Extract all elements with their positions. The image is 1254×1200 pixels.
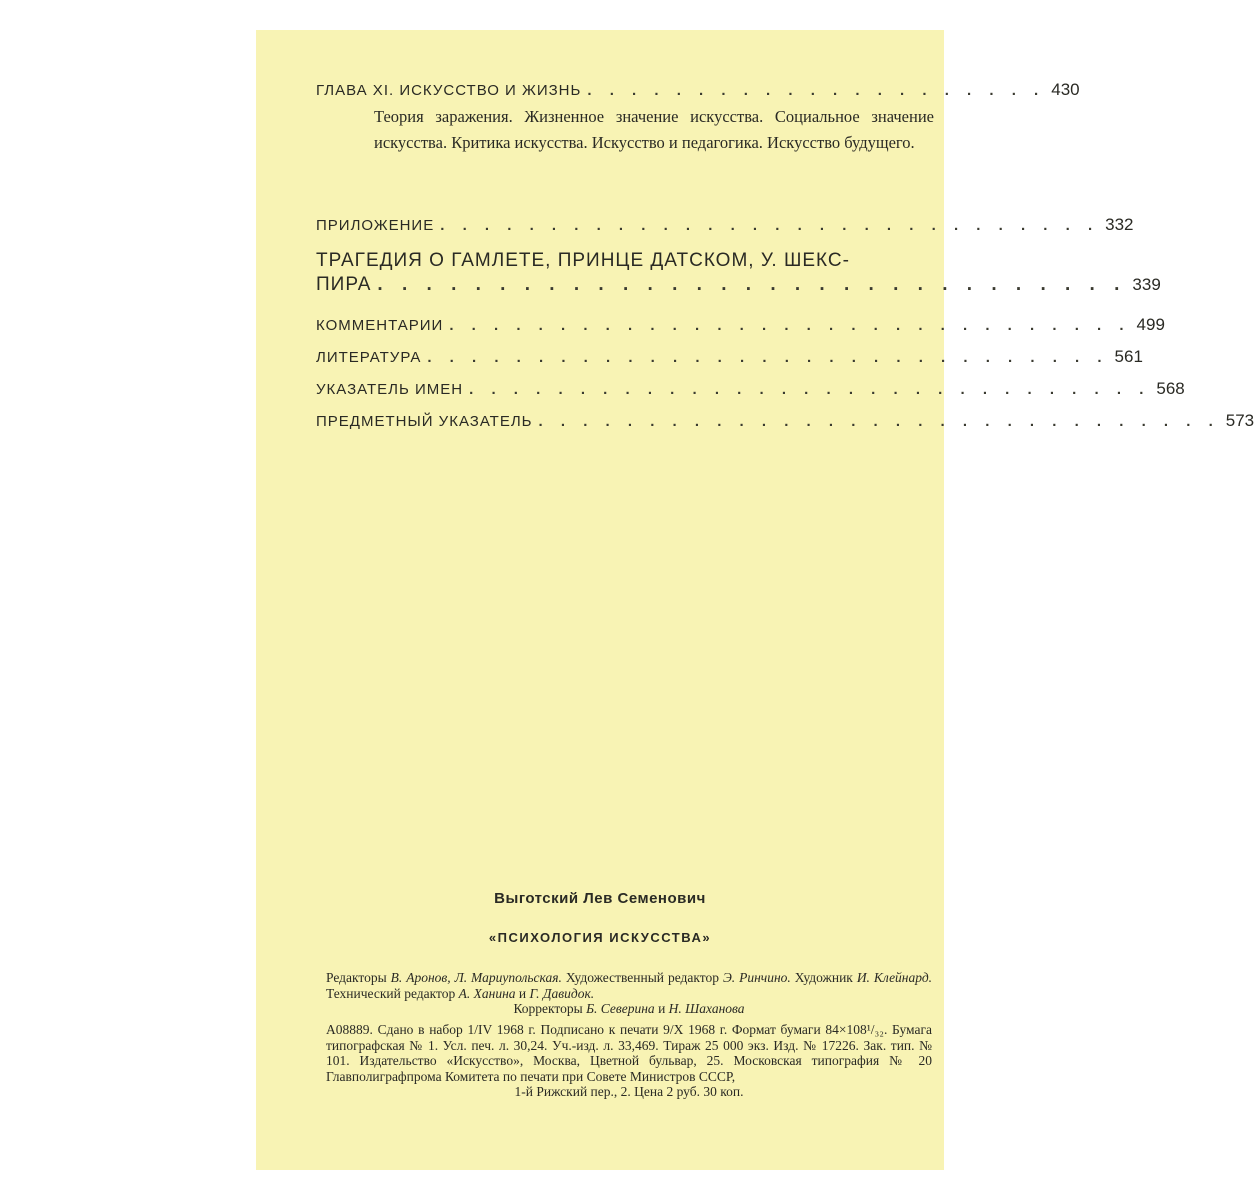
toc-page: 568 (1156, 379, 1185, 398)
toc-title: ТРАГЕДИЯ О ГАМЛЕТЕ, ПРИНЦЕ ДАТСКОМ, У. ШЕКС- (316, 250, 850, 271)
tech-editor-name: А. Ханина (458, 985, 516, 1001)
editors-label: Редакторы (326, 970, 387, 985)
leader-dots: . . . . . . . . . . . . . . . . . . . . . . . . . . . . . . . (377, 274, 1127, 295)
toc-title: ГЛАВА XI. ИСКУССТВО И ЖИЗНЬ (316, 82, 582, 99)
tech-editor-label: Технический редактор (326, 985, 456, 1001)
correctors-label: Корректоры (513, 1001, 583, 1016)
toc-page: 499 (1136, 315, 1165, 334)
conjunction: и (658, 1001, 666, 1016)
toc-page: 339 (1132, 275, 1161, 294)
toc-page: 561 (1114, 347, 1143, 366)
toc-entry-comments (316, 315, 1165, 335)
author-name: Выготский Лев Семенович (494, 890, 706, 907)
toc-title: ЛИТЕРАТУРА (316, 349, 422, 366)
chapter-description: Теория заражения. Жизненное значение искусства. Социальное значение искусства. Критика искусства. Искусство и педагогика. Искусство будущего. (374, 107, 934, 152)
art-editor-name: Э. Ринчино. (722, 970, 791, 985)
editors-names: В. Аронов, Л. Мариупольская. (390, 970, 562, 985)
artist-name: И. Клейнард. (856, 970, 933, 985)
toc-page: 573 (1225, 411, 1254, 430)
leader-dots: . . . . . . . . . . . . . . . . . . . . . (587, 82, 1046, 99)
correctors-line (326, 1001, 932, 1017)
leader-dots: . . . . . . . . . . . . . . . . . . . . . . . . . . . . . . . (427, 349, 1109, 366)
toc-entry-subject-index (316, 411, 1254, 431)
toc-entry-appendix (316, 215, 1134, 235)
conjunction: и (518, 985, 527, 1001)
print-info-block (326, 1022, 932, 1100)
toc-title: ПРИЛОЖЕНИЕ (316, 217, 435, 234)
corrector-2: Н. Шаханова (668, 1001, 745, 1016)
credits-block (326, 970, 932, 1017)
book-title: «ПСИХОЛОГИЯ ИСКУССТВА» (488, 930, 712, 945)
toc-entry-hamlet-line1 (316, 250, 926, 272)
toc-title: УКАЗАТЕЛЬ ИМЕН (316, 381, 464, 398)
print-info-last-line: 1-й Рижский пер., 2. Цена 2 руб. 30 коп. (514, 1084, 744, 1099)
toc-page: 332 (1105, 215, 1134, 234)
toc-entry-hamlet-line2 (316, 274, 1161, 296)
artist-label: Художник (794, 970, 853, 985)
toc-title: ПИРА (316, 274, 372, 295)
leader-dots: . . . . . . . . . . . . . . . . . . . . . . . . . . . . . . . (538, 413, 1220, 430)
leader-dots: . . . . . . . . . . . . . . . . . . . . . . . . . . . . . . (440, 217, 1100, 234)
toc-entry-names-index (316, 379, 1185, 399)
print-info-text: А08889. Сдано в набор 1/IV 1968 г. Подписано к печати 9/X 1968 г. Формат бумаги 84×108¹/₃₂. Бумага типографская № 1. Усл. печ. л. 30,24. Уч.-изд. л. 33,469. Тираж 25 000 экз. Изд. № 17226. Зак. тип. № 101. Издательство «Искусство», Москва, Цветной бульвар, 25. Московская типография № 20 Главполиграфпрома Комитета по печати при Совете Министров СССР, (326, 1022, 932, 1084)
leader-dots: . . . . . . . . . . . . . . . . . . . . . . . . . . . . . . . (449, 317, 1131, 334)
toc-entry-literature (316, 347, 1143, 367)
toc-page: 430 (1051, 80, 1080, 99)
toc-entry-chapter-11 (316, 80, 1080, 100)
toc-title: ПРЕДМЕТНЫЙ УКАЗАТЕЛЬ (316, 413, 533, 430)
book-page (256, 30, 1254, 1170)
leader-dots: . . . . . . . . . . . . . . . . . . . . . . . . . . . . . . . (469, 381, 1151, 398)
toc-title: КОММЕНТАРИИ (316, 317, 444, 334)
tech-editor-name-2: Г. Давидок. (529, 985, 595, 1001)
art-editor-label: Художественный редактор (565, 970, 719, 985)
corrector-1: Б. Северина (586, 1001, 655, 1016)
